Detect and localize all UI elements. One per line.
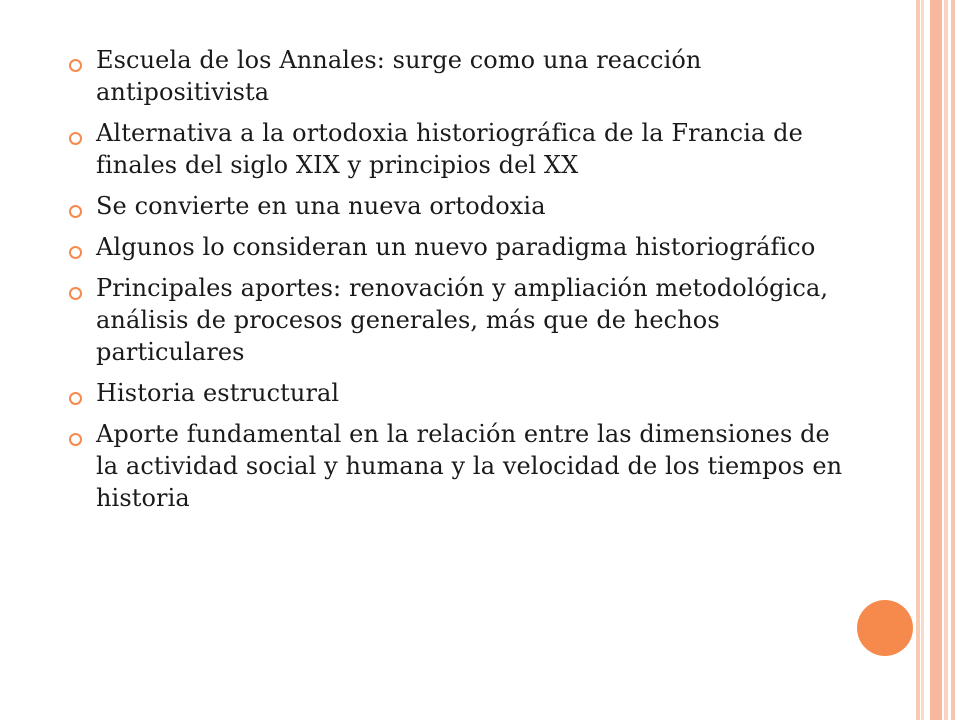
bullet-text: Principales aportes: renovación y ampliación metodológica, análisis de procesos generales, más que de hechos particulares <box>96 274 829 366</box>
bullet-item <box>66 418 856 514</box>
bullet-text: Se convierte en una nueva ortodoxia <box>96 192 546 220</box>
bullet-item <box>66 117 856 181</box>
decor-stripe <box>944 0 948 720</box>
circle-bullet-icon <box>69 205 82 218</box>
decor-stripe <box>951 0 955 720</box>
circle-bullet-icon <box>69 433 82 446</box>
bullet-item <box>66 231 856 263</box>
circle-bullet-icon <box>69 132 82 145</box>
bullet-text: Alternativa a la ortodoxia historiográfica de la Francia de finales del siglo XIX y principios del XX <box>96 119 803 179</box>
bullet-item <box>66 377 856 409</box>
circle-bullet-icon <box>69 246 82 259</box>
bullet-text: Historia estructural <box>96 379 340 407</box>
bullet-text: Aporte fundamental en la relación entre las dimensiones de la actividad social y humana y la velocidad de los tiempos en historia <box>96 420 843 512</box>
bullet-item <box>66 190 856 222</box>
decor-stripe <box>916 0 920 720</box>
bullet-text: Algunos lo consideran un nuevo paradigma historiográfico <box>96 233 816 261</box>
decor-stripe <box>921 0 924 720</box>
circle-bullet-icon <box>69 287 82 300</box>
bullet-item <box>66 44 856 108</box>
bullet-list <box>66 44 856 523</box>
bullet-item <box>66 272 856 368</box>
bullet-text: Escuela de los Annales: surge como una reacción antipositivista <box>96 46 702 106</box>
circle-bullet-icon <box>69 392 82 405</box>
circle-bullet-icon <box>69 59 82 72</box>
decor-circle <box>857 600 913 656</box>
decor-stripe <box>930 0 942 720</box>
